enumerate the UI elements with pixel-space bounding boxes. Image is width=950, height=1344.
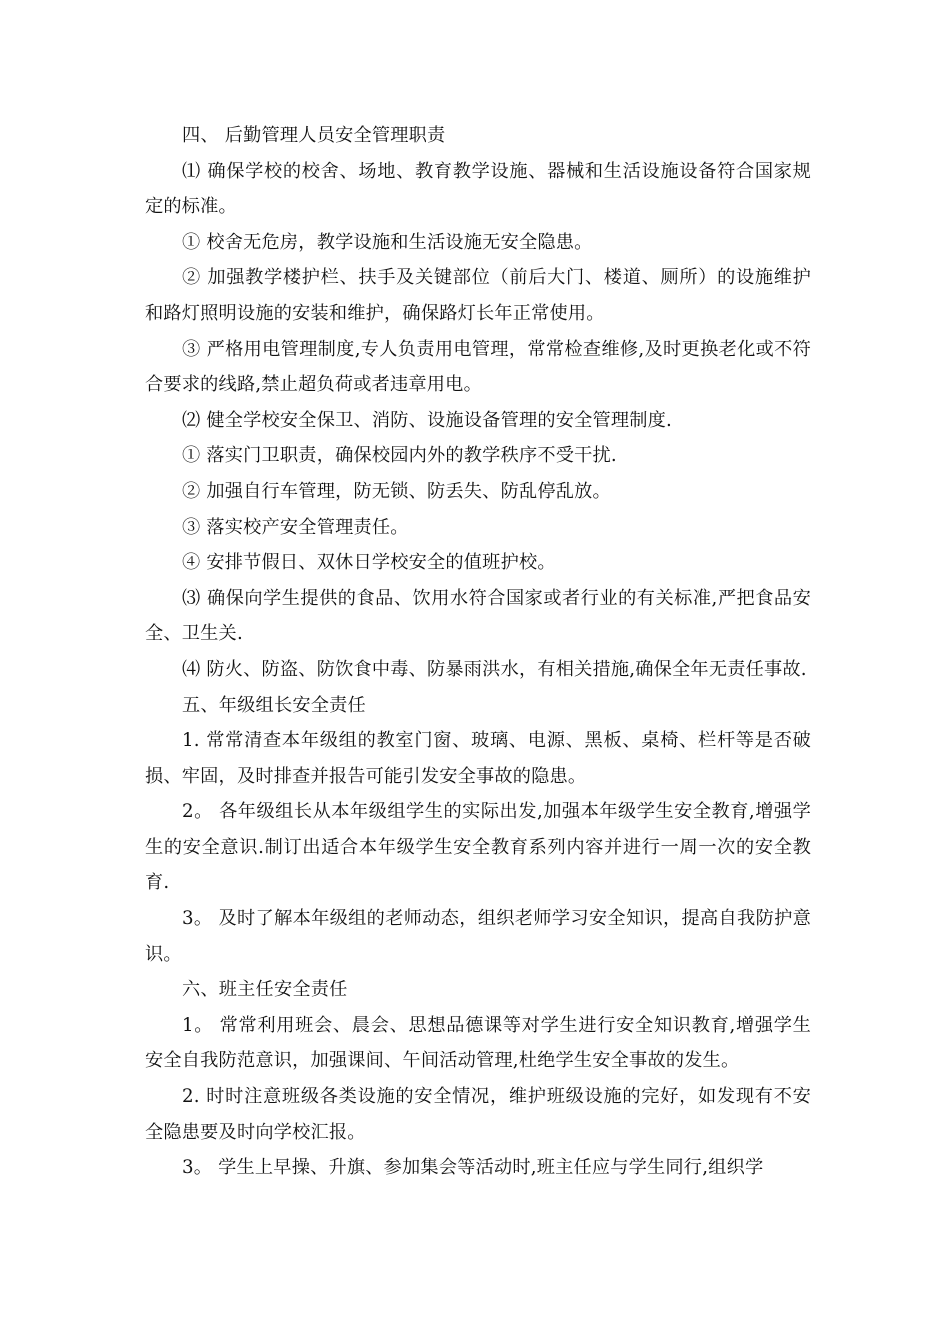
paragraph: ③ 严格用电管理制度,专人负责用电管理，常常检查维修,及时更换老化或不符合要求的线路,禁止超负荷或者违章用电。 <box>145 338 811 396</box>
paragraph: 1。 常常利用班会、晨会、思想品德课等对学生进行安全知识教育,增强学生安全自我防范意识，加强课间、午间活动管理,杜绝学生安全事故的发生。 <box>145 1014 811 1072</box>
paragraph: ② 加强自行车管理，防无锁、防丢失、防乱停乱放。 <box>182 480 611 502</box>
paragraph: 2。 各年级组长从本年级组学生的实际出发,加强本年级学生安全教育,增强学生的安全意识.制订出适合本年级学生安全教育系列内容并进行一周一次的安全教育. <box>145 801 811 894</box>
document-page <box>145 118 811 1186</box>
paragraph: 3。 及时了解本年级组的老师动态，组织老师学习安全知识，提高自我防护意识。 <box>145 908 811 965</box>
paragraph: ⑴ 确保学校的校舍、场地、教育教学设施、器械和生活设施设备符合国家规定的标准。 <box>145 160 811 218</box>
paragraph: ① 落实门卫职责，确保校园内外的教学秩序不受干扰. <box>182 445 617 467</box>
section-heading-class-teacher: 六、班主任安全责任 <box>182 979 348 1001</box>
paragraph: 1. 常常清查本年级组的教室门窗、玻璃、电源、黑板、桌椅、栏杆等是否破损、牢固，及时排查并报告可能引发安全事故的隐患。 <box>145 730 811 787</box>
paragraph: ② 加强教学楼护栏、扶手及关键部位（前后大门、楼道、厕所）的设施维护和路灯照明设施的安装和维护，确保路灯长年正常使用。 <box>145 267 811 324</box>
paragraph: ⑶ 确保向学生提供的食品、饮用水符合国家或者行业的有关标准,严把食品安全、卫生关. <box>145 587 811 645</box>
paragraph: ⑷ 防火、防盗、防饮食中毒、防暴雨洪水，有相关措施,确保全年无责任事故. <box>182 658 807 680</box>
paragraph: ⑵ 健全学校安全保卫、消防、设施设备管理的安全管理制度. <box>182 409 673 431</box>
paragraph: ① 校舍无危房，教学设施和生活设施无安全隐患。 <box>182 231 593 253</box>
paragraph: 2. 时时注意班级各类设施的安全情况，维护班级设施的完好，如发现有不安全隐患要及时向学校汇报。 <box>145 1086 811 1143</box>
section-heading-logistics: 四、 后勤管理人员安全管理职责 <box>182 125 446 146</box>
paragraph: ④ 安排节假日、双休日学校安全的值班护校。 <box>182 552 556 574</box>
paragraph: ③ 落实校产安全管理责任。 <box>182 516 409 538</box>
paragraph: 3。 学生上早操、升旗、参加集会等活动时,班主任应与学生同行,组织学 <box>182 1157 764 1179</box>
section-heading-grade-leader: 五、年级组长安全责任 <box>182 694 366 716</box>
